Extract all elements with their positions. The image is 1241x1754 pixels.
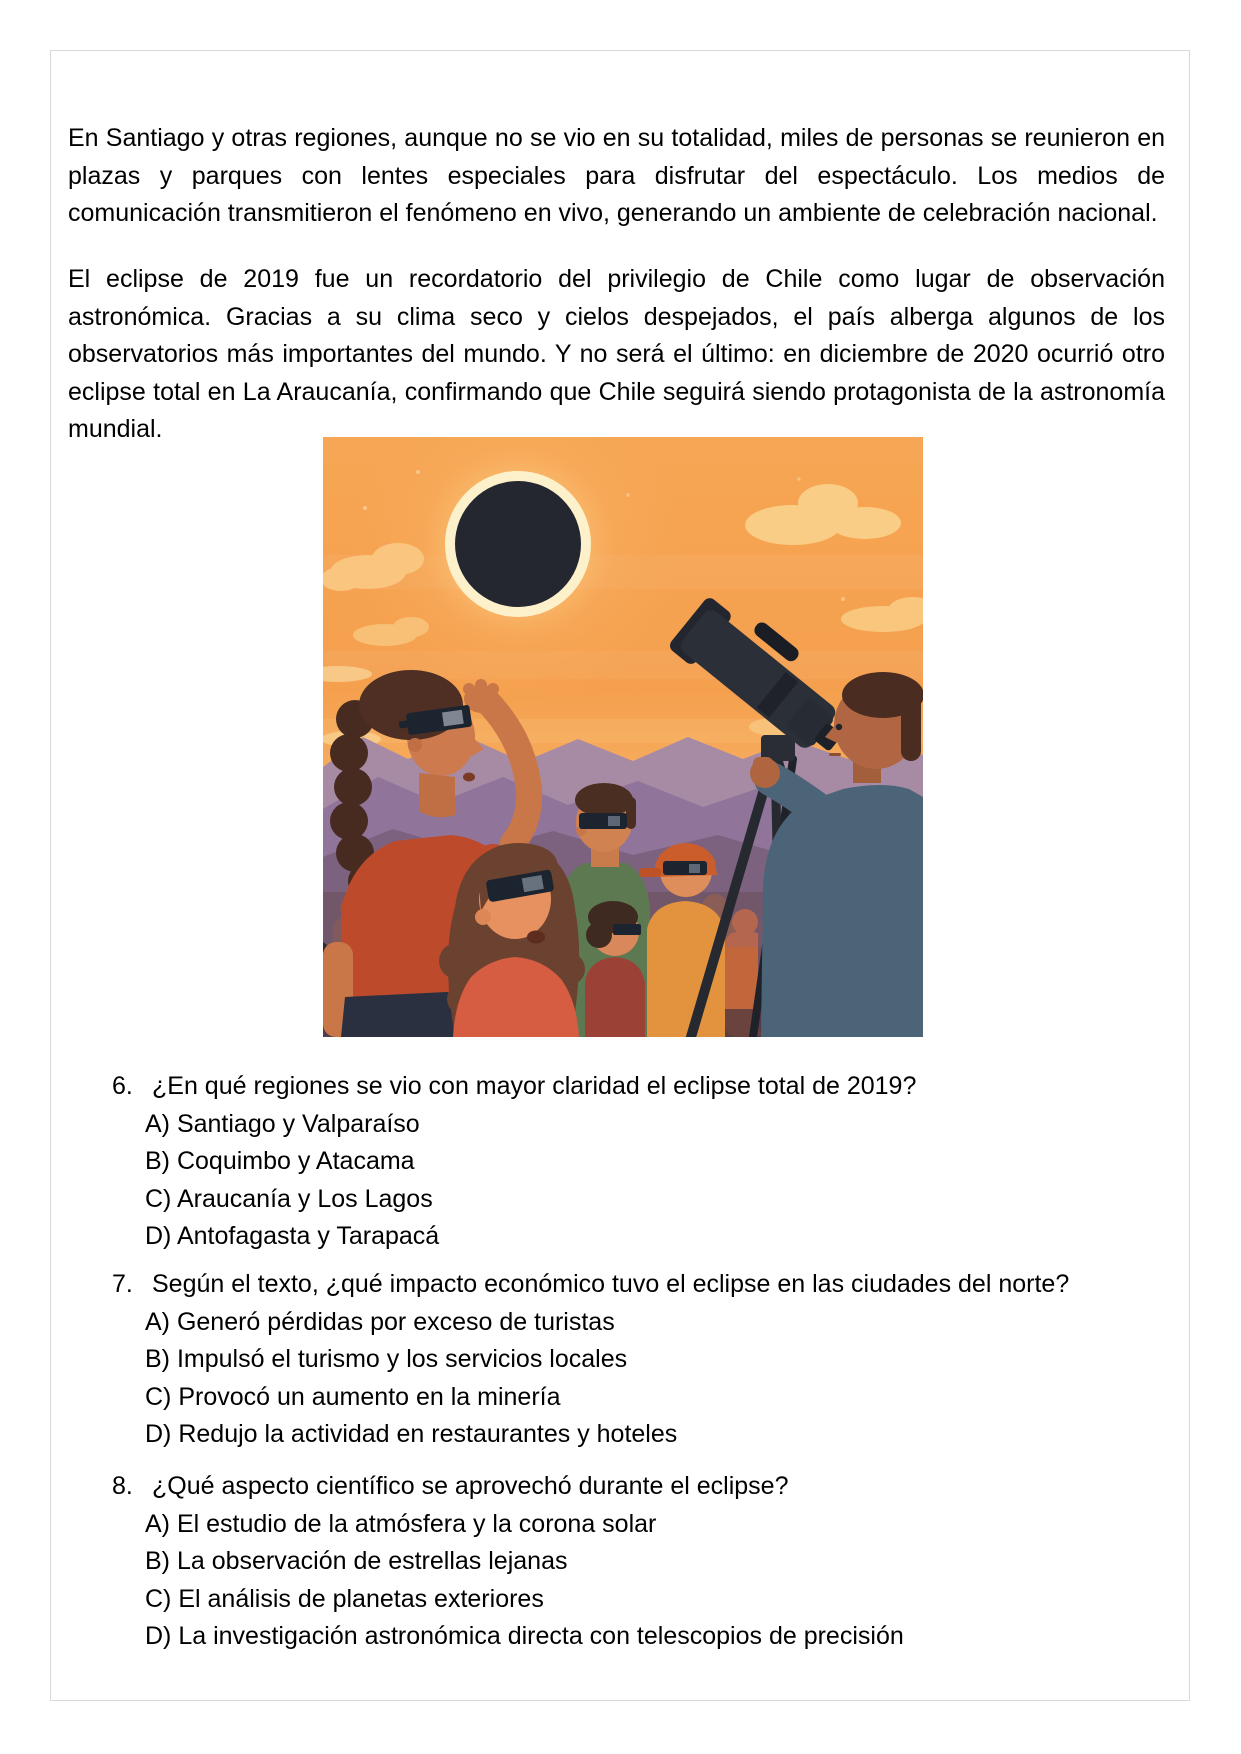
option-label: A) — [145, 1307, 170, 1336]
option-c — [0, 1581, 1241, 1619]
option-a — [0, 1506, 1241, 1544]
option-b — [0, 1143, 1241, 1181]
question-line — [0, 1468, 1241, 1506]
eclipse-illustration — [323, 437, 923, 1037]
question-7 — [0, 1266, 1241, 1454]
question-number: 6. — [112, 1072, 133, 1100]
option-d — [0, 1218, 1241, 1256]
option-b — [0, 1543, 1241, 1581]
question-6 — [0, 1068, 1241, 1256]
question-line — [0, 1068, 1241, 1106]
option-text: Coquimbo y Atacama — [176, 1147, 415, 1175]
body-paragraph-2: El eclipse de 2019 fue un recordatorio del privilegio de Chile como lugar de observación astronómica. Gracias a su clima seco y cielos despejados, el país alberga algunos de los observatorios más importantes del mundo. Y no será el último: en diciembre de 2020 ocurrió otro eclipse total en La Araucanía, confirmando que Chile seguirá siendo protagonista de la astronomía mundial. — [68, 265, 1165, 443]
option-text: Generó pérdidas por exceso de turistas — [176, 1307, 615, 1336]
question-line — [0, 1266, 1241, 1304]
option-label: C) — [145, 1584, 172, 1613]
body-paragraph-1: En Santiago y otras regiones, aunque no se vio en su totalidad, miles de personas se reunieron en plazas y parques con lentes especiales para disfrutar del espectáculo. Los medios de comunicación transmitieron el fenómeno en vivo, generando un ambiente de celebración nacional. — [68, 124, 1165, 227]
option-label: A) — [145, 1109, 170, 1138]
option-c — [0, 1181, 1241, 1219]
question-number: 7. — [112, 1270, 133, 1298]
option-text: El estudio de la atmósfera y la corona solar — [176, 1509, 657, 1538]
option-label: B) — [145, 1345, 170, 1373]
option-text: Impulsó el turismo y los servicios locales — [176, 1345, 628, 1373]
option-text: La investigación astronómica directa con telescopios de precisión — [178, 1622, 904, 1650]
boy-darkred-shirt — [585, 901, 645, 1037]
option-text: Araucanía y Los Lagos — [176, 1184, 433, 1213]
option-d — [0, 1618, 1241, 1656]
question-number: 8. — [112, 1472, 133, 1500]
option-label: B) — [145, 1547, 170, 1575]
option-text: Antofagasta y Tarapacá — [176, 1222, 440, 1250]
question-8 — [0, 1468, 1241, 1656]
option-label: D) — [145, 1222, 172, 1250]
option-label: D) — [145, 1420, 172, 1448]
option-text: La observación de estrellas lejanas — [176, 1547, 568, 1575]
option-b — [0, 1341, 1241, 1379]
question-text: ¿En qué regiones se vio con mayor claridad el eclipse total de 2019? — [152, 1072, 917, 1100]
option-a — [0, 1106, 1241, 1144]
option-a — [0, 1304, 1241, 1342]
option-label: D) — [145, 1622, 172, 1650]
option-label: C) — [145, 1184, 172, 1213]
option-label: B) — [145, 1147, 170, 1175]
option-d — [0, 1416, 1241, 1454]
option-text: Santiago y Valparaíso — [176, 1109, 420, 1138]
option-label: C) — [145, 1382, 172, 1411]
boy-orange-cap — [639, 843, 725, 1037]
option-c — [0, 1379, 1241, 1417]
eclipse-illustration-svg — [323, 437, 923, 1037]
option-label: A) — [145, 1509, 170, 1538]
option-text: El análisis de planetas exteriores — [178, 1584, 544, 1613]
option-text: Provocó un aumento en la minería — [178, 1382, 561, 1411]
question-text: Según el texto, ¿qué impacto económico tuvo el eclipse en las ciudades del norte? — [152, 1270, 1070, 1298]
option-text: Redujo la actividad en restaurantes y hoteles — [178, 1420, 678, 1448]
question-text: ¿Qué aspecto científico se aprovechó durante el eclipse? — [152, 1472, 789, 1500]
